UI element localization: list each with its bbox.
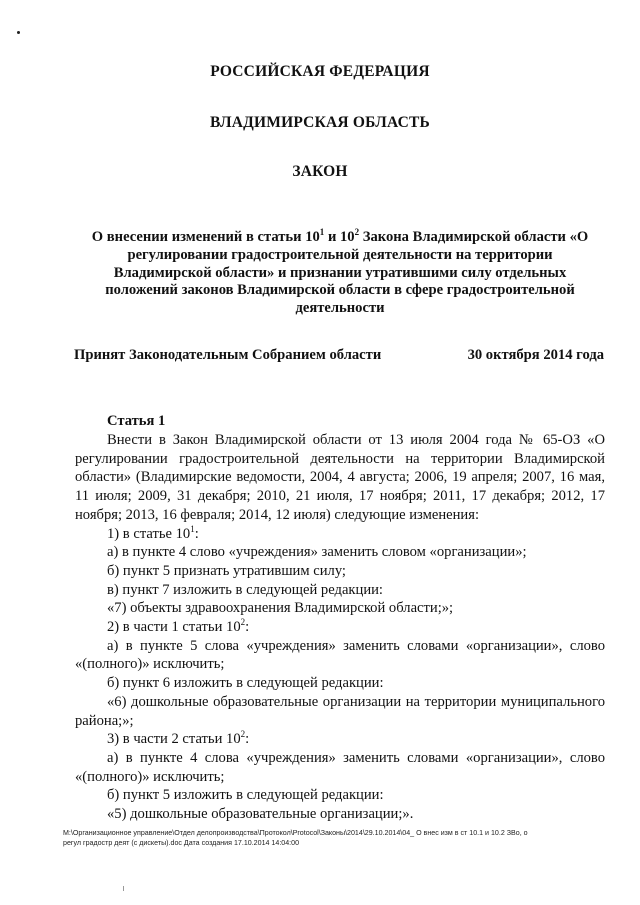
item-2: 2) в части 1 статьи $10^2$: — [107, 617, 250, 636]
law-title: О внесении изменений в статьи $10^1$ и $10^2$ Закона Владимирской области «О регулировании градостроительной деятельности на территории Владимирской области» и признании утратившими силу отдельных положений законов Владимирской области в сфере градостроительной деятельности — [91, 227, 589, 317]
article-intro: Внести в Закон Владимирской области от 13 июля 2004 года № 65-ОЗ «О регулировании градостроительной деятельности на территории Владимирской области» (Владимирские ведомости, 2004, 4 августа; 2006, 19 апреля; 2007, 16 мая, 11 июля; 2009, 31 декабря; 2010, 21 июля, 17 ноября; 2011, 17 декабря; 2012, 17 ноября; 2013, 16 февраля; 2014, 12 июля) следующие изменения: — [75, 432, 605, 523]
adoption-label: Принят Законодательным Собранием области — [74, 347, 382, 363]
file-path-footer — [63, 828, 603, 848]
item-1-c: в) пункт 7 изложить в следующей редакции: — [107, 581, 383, 598]
item-3-a: а) в пункте 4 слова «учреждения» заменить словами «организации», слово «(полного)» исключить; — [75, 749, 605, 785]
item-2-b: б) пункт 6 изложить в следующей редакции: — [107, 675, 384, 692]
item-1-b: б) пункт 5 признать утратившим силу; — [107, 562, 346, 579]
item-1-c-text: «7) объекты здравоохранения Владимирской области;»; — [107, 600, 454, 617]
item-1: 1) в статье $10^1$: — [107, 523, 199, 542]
item-2-b-text: «6) дошкольные образовательные организации на территории муниципального района;»; — [75, 693, 605, 729]
article-body — [75, 431, 605, 824]
item-3-b: б) пункт 5 изложить в следующей редакции: — [107, 787, 384, 804]
adoption-date: 30 октября 2014 года — [467, 347, 604, 363]
doc-type-heading: ЗАКОН — [292, 163, 348, 180]
scan-mark — [123, 886, 124, 891]
adoption-line — [74, 347, 604, 364]
scan-speck — [17, 31, 20, 34]
footer-line-2: регул градостр деят (с дискеты).doc Дата создания 17.10.2014 14:04:00 — [63, 839, 300, 847]
country-heading: РОССИЙСКАЯ ФЕДЕРАЦИЯ — [210, 63, 430, 80]
region-heading: ВЛАДИМИРСКАЯ ОБЛАСТЬ — [210, 114, 430, 131]
item-3-b-text: «5) дошкольные образовательные организации;». — [107, 806, 414, 823]
footer-line-1: M:\Организационное управление\Отдел делопроизводства\Протокол\Protocol\Законы\2014\29.10.2014\04_ О внес изм в ст 10.1 и 10.2 ЗВо, о — [63, 829, 528, 837]
item-3: 3) в части 2 статьи $10^2$: — [107, 729, 250, 748]
item-2-a: а) в пункте 5 слова «учреждения» заменить словами «организации», слово «(полного)» исключить; — [75, 637, 605, 673]
item-1-a: а) в пункте 4 слово «учреждения» заменить словом «организации»; — [107, 544, 527, 561]
article-title: Статья 1 — [107, 413, 166, 429]
